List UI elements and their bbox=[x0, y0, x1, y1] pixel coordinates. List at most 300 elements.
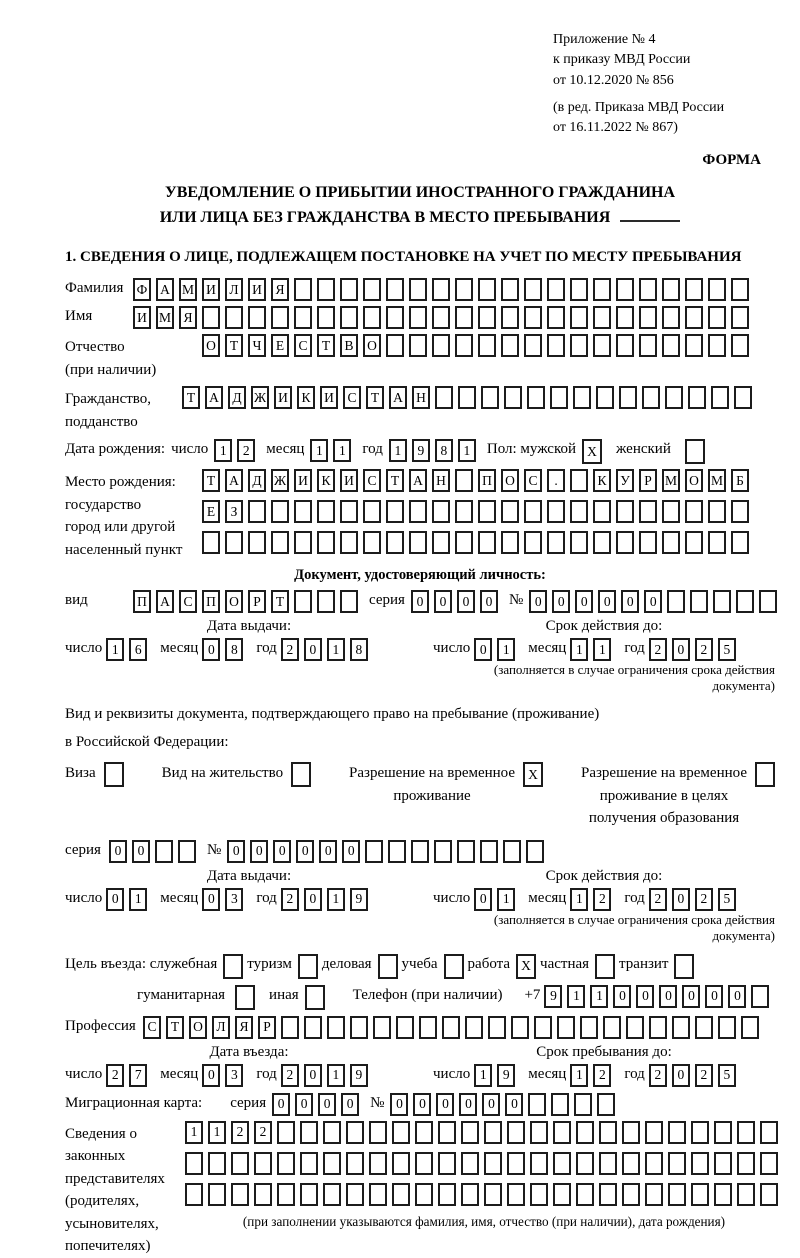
char-box[interactable] bbox=[373, 1016, 391, 1039]
char-box[interactable] bbox=[528, 1093, 546, 1116]
char-box[interactable]: И bbox=[294, 469, 312, 492]
char-box[interactable]: 2 bbox=[237, 439, 255, 462]
char-box[interactable] bbox=[419, 1016, 437, 1039]
char-box[interactable] bbox=[551, 1093, 569, 1116]
char-box[interactable] bbox=[340, 590, 358, 613]
char-box[interactable]: У bbox=[616, 469, 634, 492]
char-box[interactable] bbox=[455, 500, 473, 523]
char-box[interactable]: 1 bbox=[327, 888, 345, 911]
birth-place-row3[interactable] bbox=[202, 531, 754, 554]
char-box[interactable] bbox=[346, 1183, 364, 1206]
char-box[interactable] bbox=[409, 278, 427, 301]
char-box[interactable]: К bbox=[593, 469, 611, 492]
char-box[interactable]: М bbox=[662, 469, 680, 492]
char-box[interactable]: 0 bbox=[457, 590, 475, 613]
char-box[interactable] bbox=[365, 840, 383, 863]
char-box[interactable] bbox=[432, 278, 450, 301]
char-box[interactable]: 1 bbox=[593, 638, 611, 661]
char-box[interactable] bbox=[277, 1121, 295, 1144]
char-box[interactable] bbox=[639, 278, 657, 301]
char-box[interactable] bbox=[363, 500, 381, 523]
char-box[interactable] bbox=[731, 500, 749, 523]
char-box[interactable] bbox=[755, 762, 775, 787]
char-box[interactable]: Д bbox=[228, 386, 246, 409]
char-box[interactable] bbox=[455, 306, 473, 329]
char-box[interactable] bbox=[323, 1183, 341, 1206]
char-box[interactable]: 0 bbox=[202, 638, 220, 661]
char-box[interactable]: 2 bbox=[231, 1121, 249, 1144]
char-box[interactable] bbox=[291, 762, 311, 787]
char-box[interactable]: 0 bbox=[482, 1093, 500, 1116]
char-box[interactable]: 0 bbox=[341, 1093, 359, 1116]
migr-series-field[interactable] bbox=[272, 1093, 364, 1116]
char-box[interactable] bbox=[317, 306, 335, 329]
char-box[interactable]: Т bbox=[386, 469, 404, 492]
char-box[interactable] bbox=[645, 1152, 663, 1175]
char-box[interactable] bbox=[294, 500, 312, 523]
char-box[interactable]: 1 bbox=[497, 638, 515, 661]
char-box[interactable] bbox=[327, 1016, 345, 1039]
char-box[interactable] bbox=[714, 1121, 732, 1144]
char-box[interactable]: 0 bbox=[505, 1093, 523, 1116]
char-box[interactable] bbox=[340, 278, 358, 301]
char-box[interactable] bbox=[202, 531, 220, 554]
char-box[interactable]: Е bbox=[202, 500, 220, 523]
doc-expiry-year-field[interactable] bbox=[649, 638, 741, 661]
stay-day-field[interactable] bbox=[474, 1064, 520, 1087]
char-box[interactable]: 0 bbox=[413, 1093, 431, 1116]
char-box[interactable]: 0 bbox=[250, 840, 268, 863]
char-box[interactable] bbox=[501, 531, 519, 554]
permit-issue-day-field[interactable] bbox=[106, 888, 152, 911]
char-box[interactable] bbox=[155, 840, 173, 863]
char-box[interactable] bbox=[570, 334, 588, 357]
char-box[interactable]: 0 bbox=[644, 590, 662, 613]
entry-month-field[interactable] bbox=[202, 1064, 248, 1087]
char-box[interactable] bbox=[369, 1121, 387, 1144]
char-box[interactable] bbox=[317, 500, 335, 523]
char-box[interactable] bbox=[597, 1093, 615, 1116]
representatives-row1[interactable] bbox=[185, 1121, 783, 1144]
stay-year-field[interactable] bbox=[649, 1064, 741, 1087]
char-box[interactable]: 0 bbox=[273, 840, 291, 863]
citizenship-field[interactable] bbox=[182, 386, 757, 409]
char-box[interactable]: М bbox=[156, 306, 174, 329]
char-box[interactable]: М bbox=[179, 278, 197, 301]
char-box[interactable] bbox=[570, 469, 588, 492]
char-box[interactable]: 0 bbox=[474, 888, 492, 911]
char-box[interactable] bbox=[254, 1152, 272, 1175]
char-box[interactable] bbox=[616, 531, 634, 554]
char-box[interactable] bbox=[708, 306, 726, 329]
char-box[interactable]: О bbox=[189, 1016, 207, 1039]
char-box[interactable] bbox=[642, 386, 660, 409]
char-box[interactable]: А bbox=[225, 469, 243, 492]
char-box[interactable] bbox=[691, 1121, 709, 1144]
char-box[interactable]: 1 bbox=[458, 439, 476, 462]
permit-number-field[interactable] bbox=[227, 840, 549, 863]
char-box[interactable]: И bbox=[320, 386, 338, 409]
char-box[interactable]: 0 bbox=[705, 985, 723, 1008]
char-box[interactable]: С bbox=[143, 1016, 161, 1039]
char-box[interactable] bbox=[432, 500, 450, 523]
char-box[interactable]: Д bbox=[248, 469, 266, 492]
char-box[interactable] bbox=[736, 590, 754, 613]
char-box[interactable] bbox=[580, 1016, 598, 1039]
char-box[interactable] bbox=[596, 386, 614, 409]
char-box[interactable] bbox=[685, 334, 703, 357]
char-box[interactable] bbox=[645, 1183, 663, 1206]
char-box[interactable]: А bbox=[205, 386, 223, 409]
char-box[interactable] bbox=[178, 840, 196, 863]
char-box[interactable]: 9 bbox=[544, 985, 562, 1008]
temp-residence-edu-checkbox[interactable] bbox=[755, 762, 775, 787]
char-box[interactable] bbox=[442, 1016, 460, 1039]
char-box[interactable]: 0 bbox=[459, 1093, 477, 1116]
char-box[interactable]: 0 bbox=[304, 638, 322, 661]
char-box[interactable] bbox=[392, 1152, 410, 1175]
name-field[interactable] bbox=[133, 306, 754, 329]
char-box[interactable] bbox=[713, 590, 731, 613]
char-box[interactable] bbox=[557, 1016, 575, 1039]
char-box[interactable]: . bbox=[547, 469, 565, 492]
char-box[interactable] bbox=[530, 1121, 548, 1144]
char-box[interactable]: 5 bbox=[718, 888, 736, 911]
char-box[interactable] bbox=[415, 1121, 433, 1144]
char-box[interactable]: 1 bbox=[214, 439, 232, 462]
char-box[interactable]: О bbox=[225, 590, 243, 613]
char-box[interactable] bbox=[547, 278, 565, 301]
char-box[interactable] bbox=[550, 386, 568, 409]
char-box[interactable]: 0 bbox=[202, 1064, 220, 1087]
char-box[interactable] bbox=[305, 985, 325, 1010]
char-box[interactable] bbox=[711, 386, 729, 409]
char-box[interactable]: И bbox=[133, 306, 151, 329]
char-box[interactable] bbox=[501, 500, 519, 523]
char-box[interactable]: 0 bbox=[659, 985, 677, 1008]
char-box[interactable]: 2 bbox=[695, 1064, 713, 1087]
char-box[interactable]: 1 bbox=[389, 439, 407, 462]
char-box[interactable] bbox=[668, 1152, 686, 1175]
char-box[interactable]: Т bbox=[182, 386, 200, 409]
char-box[interactable] bbox=[434, 840, 452, 863]
char-box[interactable]: Е bbox=[271, 334, 289, 357]
char-box[interactable] bbox=[507, 1121, 525, 1144]
char-box[interactable] bbox=[731, 531, 749, 554]
char-box[interactable]: Ж bbox=[271, 469, 289, 492]
doc-expiry-month-field[interactable] bbox=[570, 638, 616, 661]
char-box[interactable] bbox=[737, 1121, 755, 1144]
char-box[interactable] bbox=[593, 531, 611, 554]
char-box[interactable] bbox=[294, 278, 312, 301]
char-box[interactable] bbox=[576, 1152, 594, 1175]
char-box[interactable]: 8 bbox=[350, 638, 368, 661]
purpose-humanitarian-checkbox[interactable] bbox=[235, 985, 255, 1010]
char-box[interactable]: И bbox=[202, 278, 220, 301]
stay-month-field[interactable] bbox=[570, 1064, 616, 1087]
char-box[interactable] bbox=[503, 840, 521, 863]
char-box[interactable] bbox=[530, 1152, 548, 1175]
char-box[interactable] bbox=[386, 278, 404, 301]
char-box[interactable] bbox=[759, 590, 777, 613]
char-box[interactable]: С bbox=[343, 386, 361, 409]
sex-male-checkbox[interactable] bbox=[582, 439, 602, 464]
char-box[interactable] bbox=[695, 1016, 713, 1039]
char-box[interactable] bbox=[639, 306, 657, 329]
char-box[interactable]: 2 bbox=[649, 638, 667, 661]
char-box[interactable] bbox=[511, 1016, 529, 1039]
char-box[interactable]: 0 bbox=[342, 840, 360, 863]
char-box[interactable] bbox=[461, 1121, 479, 1144]
char-box[interactable]: 1 bbox=[185, 1121, 203, 1144]
char-box[interactable] bbox=[488, 1016, 506, 1039]
char-box[interactable]: Т bbox=[366, 386, 384, 409]
char-box[interactable] bbox=[415, 1183, 433, 1206]
char-box[interactable] bbox=[480, 840, 498, 863]
entry-year-field[interactable] bbox=[281, 1064, 373, 1087]
purpose-work-checkbox[interactable] bbox=[516, 954, 536, 979]
char-box[interactable]: О bbox=[202, 334, 220, 357]
char-box[interactable]: С bbox=[524, 469, 542, 492]
doc-number-field[interactable] bbox=[529, 590, 782, 613]
char-box[interactable]: С bbox=[294, 334, 312, 357]
char-box[interactable] bbox=[317, 590, 335, 613]
purpose-official-checkbox[interactable] bbox=[223, 954, 243, 979]
char-box[interactable] bbox=[685, 500, 703, 523]
char-box[interactable] bbox=[616, 500, 634, 523]
char-box[interactable]: 9 bbox=[350, 888, 368, 911]
char-box[interactable]: 0 bbox=[227, 840, 245, 863]
char-box[interactable] bbox=[432, 334, 450, 357]
char-box[interactable] bbox=[484, 1183, 502, 1206]
char-box[interactable]: 0 bbox=[411, 590, 429, 613]
birth-place-row1[interactable] bbox=[202, 469, 754, 492]
char-box[interactable] bbox=[438, 1152, 456, 1175]
char-box[interactable]: П bbox=[202, 590, 220, 613]
char-box[interactable] bbox=[731, 278, 749, 301]
char-box[interactable] bbox=[570, 531, 588, 554]
char-box[interactable] bbox=[317, 531, 335, 554]
char-box[interactable]: 0 bbox=[390, 1093, 408, 1116]
char-box[interactable] bbox=[461, 1183, 479, 1206]
char-box[interactable]: 0 bbox=[728, 985, 746, 1008]
char-box[interactable]: 0 bbox=[132, 840, 150, 863]
char-box[interactable]: С bbox=[363, 469, 381, 492]
char-box[interactable]: Р bbox=[258, 1016, 276, 1039]
char-box[interactable]: 2 bbox=[106, 1064, 124, 1087]
char-box[interactable]: 1 bbox=[129, 888, 147, 911]
surname-field[interactable] bbox=[133, 278, 754, 301]
char-box[interactable]: И bbox=[340, 469, 358, 492]
char-box[interactable]: Т bbox=[225, 334, 243, 357]
char-box[interactable] bbox=[225, 306, 243, 329]
char-box[interactable] bbox=[662, 278, 680, 301]
char-box[interactable] bbox=[751, 985, 769, 1008]
char-box[interactable] bbox=[411, 840, 429, 863]
entry-day-field[interactable] bbox=[106, 1064, 152, 1087]
char-box[interactable] bbox=[323, 1152, 341, 1175]
char-box[interactable]: 0 bbox=[296, 840, 314, 863]
char-box[interactable] bbox=[662, 531, 680, 554]
char-box[interactable] bbox=[760, 1121, 778, 1144]
char-box[interactable] bbox=[593, 500, 611, 523]
char-box[interactable]: Ж bbox=[251, 386, 269, 409]
char-box[interactable] bbox=[691, 1152, 709, 1175]
char-box[interactable]: 1 bbox=[333, 439, 351, 462]
temp-residence-checkbox[interactable] bbox=[523, 762, 543, 787]
purpose-tourism-checkbox[interactable] bbox=[298, 954, 318, 979]
char-box[interactable] bbox=[619, 386, 637, 409]
char-box[interactable] bbox=[708, 531, 726, 554]
char-box[interactable] bbox=[573, 386, 591, 409]
char-box[interactable] bbox=[386, 531, 404, 554]
char-box[interactable] bbox=[504, 386, 522, 409]
char-box[interactable] bbox=[599, 1183, 617, 1206]
char-box[interactable] bbox=[626, 1016, 644, 1039]
char-box[interactable] bbox=[527, 386, 545, 409]
char-box[interactable] bbox=[760, 1183, 778, 1206]
char-box[interactable]: Т bbox=[202, 469, 220, 492]
char-box[interactable] bbox=[593, 334, 611, 357]
char-box[interactable] bbox=[616, 306, 634, 329]
char-box[interactable] bbox=[478, 306, 496, 329]
char-box[interactable] bbox=[668, 1121, 686, 1144]
char-box[interactable] bbox=[530, 1183, 548, 1206]
char-box[interactable] bbox=[672, 1016, 690, 1039]
char-box[interactable] bbox=[685, 278, 703, 301]
char-box[interactable] bbox=[458, 386, 476, 409]
char-box[interactable] bbox=[438, 1121, 456, 1144]
char-box[interactable]: А bbox=[156, 278, 174, 301]
char-box[interactable] bbox=[304, 1016, 322, 1039]
char-box[interactable] bbox=[248, 500, 266, 523]
char-box[interactable]: 0 bbox=[575, 590, 593, 613]
char-box[interactable]: 0 bbox=[304, 888, 322, 911]
char-box[interactable] bbox=[616, 278, 634, 301]
char-box[interactable] bbox=[734, 386, 752, 409]
char-box[interactable] bbox=[484, 1152, 502, 1175]
permit-issue-year-field[interactable] bbox=[281, 888, 373, 911]
residence-permit-checkbox[interactable] bbox=[291, 762, 311, 787]
char-box[interactable] bbox=[254, 1183, 272, 1206]
char-box[interactable] bbox=[526, 840, 544, 863]
char-box[interactable]: 2 bbox=[281, 638, 299, 661]
char-box[interactable] bbox=[409, 334, 427, 357]
sex-female-checkbox[interactable] bbox=[685, 439, 705, 464]
char-box[interactable] bbox=[432, 306, 450, 329]
char-box[interactable]: 5 bbox=[718, 1064, 736, 1087]
char-box[interactable] bbox=[593, 306, 611, 329]
char-box[interactable] bbox=[478, 334, 496, 357]
char-box[interactable] bbox=[667, 590, 685, 613]
char-box[interactable]: 8 bbox=[225, 638, 243, 661]
char-box[interactable] bbox=[622, 1152, 640, 1175]
char-box[interactable]: 2 bbox=[593, 888, 611, 911]
char-box[interactable] bbox=[455, 334, 473, 357]
char-box[interactable]: Я bbox=[235, 1016, 253, 1039]
char-box[interactable] bbox=[317, 278, 335, 301]
char-box[interactable] bbox=[691, 1183, 709, 1206]
char-box[interactable] bbox=[524, 531, 542, 554]
char-box[interactable]: 0 bbox=[552, 590, 570, 613]
char-box[interactable] bbox=[340, 306, 358, 329]
permit-issue-month-field[interactable] bbox=[202, 888, 248, 911]
char-box[interactable] bbox=[369, 1183, 387, 1206]
permit-expiry-month-field[interactable] bbox=[570, 888, 616, 911]
char-box[interactable] bbox=[708, 500, 726, 523]
char-box[interactable] bbox=[599, 1121, 617, 1144]
char-box[interactable] bbox=[524, 334, 542, 357]
char-box[interactable] bbox=[444, 954, 464, 979]
char-box[interactable]: 2 bbox=[649, 888, 667, 911]
char-box[interactable] bbox=[432, 531, 450, 554]
char-box[interactable] bbox=[392, 1121, 410, 1144]
char-box[interactable] bbox=[547, 306, 565, 329]
char-box[interactable] bbox=[484, 1121, 502, 1144]
char-box[interactable] bbox=[281, 1016, 299, 1039]
char-box[interactable] bbox=[294, 531, 312, 554]
char-box[interactable] bbox=[346, 1152, 364, 1175]
char-box[interactable] bbox=[294, 306, 312, 329]
char-box[interactable] bbox=[478, 278, 496, 301]
char-box[interactable] bbox=[639, 531, 657, 554]
char-box[interactable] bbox=[455, 469, 473, 492]
char-box[interactable]: Ч bbox=[248, 334, 266, 357]
char-box[interactable] bbox=[639, 334, 657, 357]
char-box[interactable]: 1 bbox=[570, 888, 588, 911]
char-box[interactable] bbox=[378, 954, 398, 979]
char-box[interactable] bbox=[662, 500, 680, 523]
char-box[interactable]: 0 bbox=[474, 638, 492, 661]
char-box[interactable] bbox=[340, 500, 358, 523]
purpose-private-checkbox[interactable] bbox=[595, 954, 615, 979]
char-box[interactable] bbox=[225, 531, 243, 554]
char-box[interactable]: В bbox=[340, 334, 358, 357]
char-box[interactable] bbox=[645, 1121, 663, 1144]
char-box[interactable]: 0 bbox=[319, 840, 337, 863]
char-box[interactable] bbox=[185, 1152, 203, 1175]
char-box[interactable]: 0 bbox=[318, 1093, 336, 1116]
char-box[interactable]: X bbox=[523, 762, 543, 787]
char-box[interactable] bbox=[435, 386, 453, 409]
char-box[interactable] bbox=[570, 500, 588, 523]
char-box[interactable]: А bbox=[389, 386, 407, 409]
char-box[interactable]: 2 bbox=[695, 638, 713, 661]
char-box[interactable] bbox=[208, 1152, 226, 1175]
char-box[interactable] bbox=[553, 1152, 571, 1175]
char-box[interactable] bbox=[501, 278, 519, 301]
char-box[interactable]: 0 bbox=[529, 590, 547, 613]
doc-expiry-day-field[interactable] bbox=[474, 638, 520, 661]
char-box[interactable] bbox=[323, 1121, 341, 1144]
char-box[interactable]: 1 bbox=[208, 1121, 226, 1144]
char-box[interactable] bbox=[461, 1152, 479, 1175]
char-box[interactable]: 2 bbox=[593, 1064, 611, 1087]
char-box[interactable] bbox=[369, 1152, 387, 1175]
char-box[interactable] bbox=[363, 278, 381, 301]
char-box[interactable] bbox=[574, 1093, 592, 1116]
char-box[interactable]: Л bbox=[212, 1016, 230, 1039]
char-box[interactable]: 0 bbox=[434, 590, 452, 613]
char-box[interactable] bbox=[570, 278, 588, 301]
char-box[interactable] bbox=[662, 334, 680, 357]
char-box[interactable] bbox=[622, 1183, 640, 1206]
char-box[interactable]: 9 bbox=[350, 1064, 368, 1087]
char-box[interactable]: К bbox=[297, 386, 315, 409]
char-box[interactable] bbox=[714, 1152, 732, 1175]
char-box[interactable] bbox=[386, 334, 404, 357]
char-box[interactable]: 8 bbox=[435, 439, 453, 462]
